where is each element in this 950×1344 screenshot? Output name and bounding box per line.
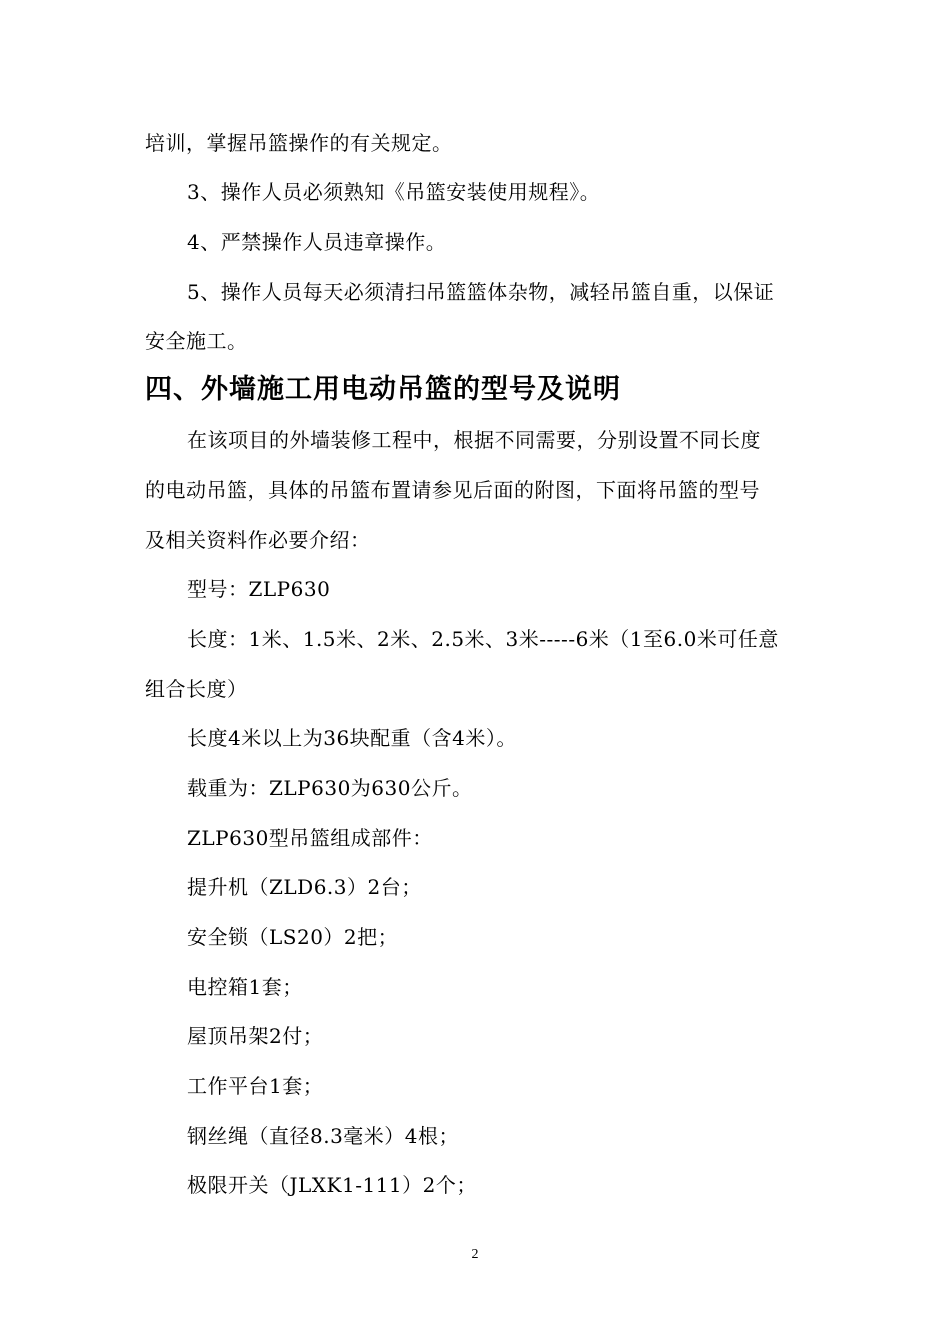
length-line-continued: 组合长度）	[145, 677, 248, 701]
paragraph-line: 培训，掌握吊篮操作的有关规定。	[145, 131, 453, 155]
paragraph-line: 的电动吊篮，具体的吊篮布置请参见后面的附图，下面将吊篮的型号	[145, 478, 760, 502]
paragraph-line: 4、严禁操作人员违章操作。	[187, 230, 447, 254]
component-item: 屋顶吊架2付；	[187, 1024, 324, 1048]
load-line: 载重为：ZLP630为630公斤。	[187, 776, 473, 800]
paragraph-line: 在该项目的外墙装修工程中，根据不同需要，分别设置不同长度	[187, 428, 761, 452]
component-item: 极限开关（JLXK1-111）2个；	[187, 1173, 477, 1197]
page-number: 2	[471, 1247, 479, 1262]
component-item: 提升机（ZLD6.3）2台；	[187, 875, 422, 899]
model-line: 型号：ZLP630	[187, 577, 331, 601]
paragraph-line: 及相关资料作必要介绍：	[145, 528, 371, 552]
component-item: 安全锁（LS20）2把；	[187, 925, 399, 949]
paragraph-line: 安全施工。	[145, 329, 248, 353]
length-line: 长度：1米、1.5米、2米、2.5米、3米-----6米（1至6.0米可任意	[187, 627, 779, 651]
components-heading-line: ZLP630型吊篮组成部件：	[187, 826, 433, 850]
paragraph-line: 5、操作人员每天必须清扫吊篮篮体杂物，减轻吊篮自重，以保证	[187, 280, 775, 304]
section-heading: 四、外墙施工用电动吊篮的型号及说明	[145, 374, 621, 405]
component-item: 电控箱1套；	[187, 975, 303, 999]
paragraph-line: 3、操作人员必须熟知《吊篮安装使用规程》。	[187, 180, 601, 204]
component-item: 钢丝绳（直径8.3毫米）4根；	[187, 1124, 460, 1148]
component-item: 工作平台1套；	[187, 1074, 324, 1098]
counterweight-line: 长度4米以上为36块配重（含4米）。	[187, 726, 517, 750]
